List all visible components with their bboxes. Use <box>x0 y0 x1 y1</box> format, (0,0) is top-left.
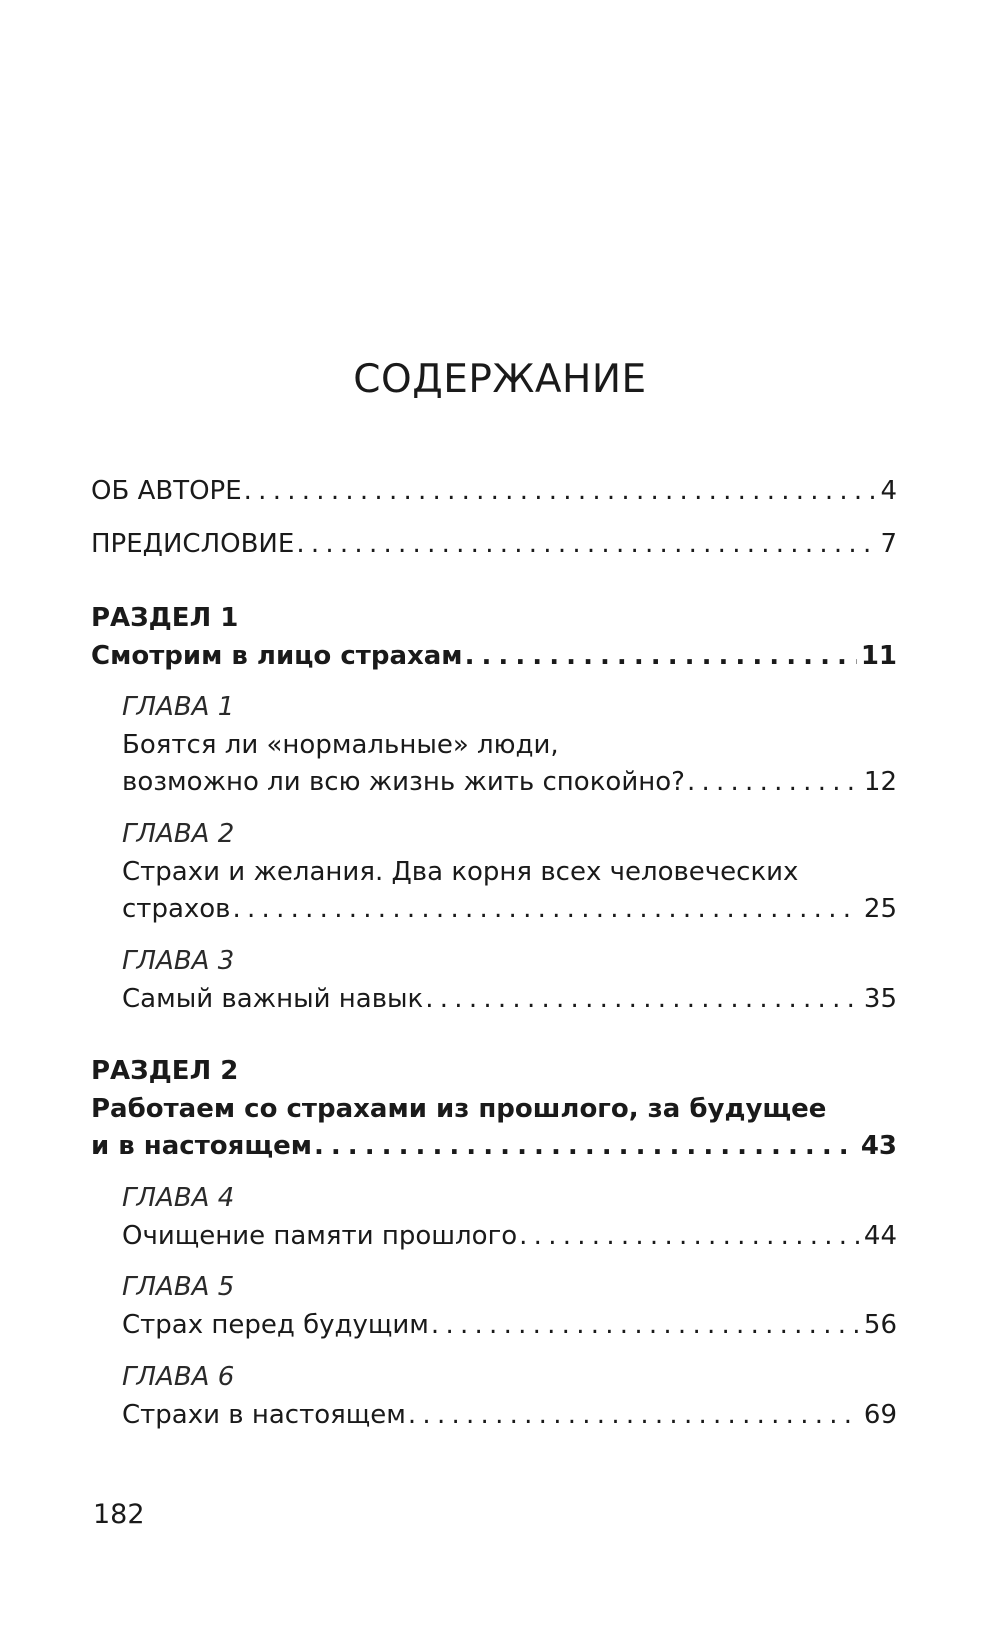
toc-entry-label: Самый важный навык <box>122 984 424 1014</box>
toc-entry-label: страхов <box>122 894 231 924</box>
dot-leader <box>465 640 857 672</box>
chapter-1-title-line1: Боятся ли «нормальные» люди, <box>122 730 559 760</box>
dot-leader <box>431 1309 860 1341</box>
toc-page-number: 35 <box>863 984 897 1014</box>
toc-page-number: 69 <box>863 1400 897 1430</box>
chapter-3-label: ГЛАВА 3 <box>122 946 235 976</box>
chapter-1-label: ГЛАВА 1 <box>122 692 235 722</box>
toc-entry-label: Очищение памяти прошлого <box>122 1221 518 1251</box>
dot-leader <box>687 766 860 798</box>
toc-page-number: 7 <box>880 529 897 559</box>
chapter-2-title-line1: Страхи и желания. Два корня всех человеческих <box>122 857 799 887</box>
section-2-label: РАЗДЕЛ 2 <box>91 1056 239 1086</box>
toc-page-number: 44 <box>863 1221 897 1251</box>
toc-entry-label: Страхи в настоящем <box>122 1400 406 1430</box>
toc-entry-preface[interactable] <box>91 528 897 560</box>
toc-entry-chapter-6[interactable] <box>122 1399 897 1431</box>
toc-entry-label: возможно ли всю жизнь жить спокойно? <box>122 767 685 797</box>
section-1-label: РАЗДЕЛ 1 <box>91 603 239 633</box>
toc-page-number: 56 <box>863 1310 897 1340</box>
toc-entry-label: Смотрим в лицо страхам <box>91 641 463 671</box>
toc-entry-chapter-5[interactable] <box>122 1309 897 1341</box>
toc-entry-label: ПРЕДИСЛОВИЕ <box>91 529 295 559</box>
toc-entry-label: ОБ АВТОРЕ <box>91 476 242 506</box>
chapter-4-label: ГЛАВА 4 <box>122 1183 235 1213</box>
toc-entry-about[interactable] <box>91 475 897 507</box>
toc-entry-section-1[interactable] <box>91 640 897 672</box>
toc-entry-chapter-2[interactable] <box>122 893 897 925</box>
toc-page-number: 25 <box>863 894 897 924</box>
chapter-2-label: ГЛАВА 2 <box>122 819 235 849</box>
dot-leader <box>425 983 860 1015</box>
page-number: 182 <box>93 1499 145 1530</box>
toc-entry-chapter-4[interactable] <box>122 1220 897 1252</box>
toc-entry-chapter-1[interactable] <box>122 766 897 798</box>
dot-leader <box>244 475 877 507</box>
dot-leader <box>314 1130 857 1162</box>
chapter-6-label: ГЛАВА 6 <box>122 1362 235 1392</box>
toc-page-number: 43 <box>860 1131 897 1161</box>
toc-page-number: 4 <box>880 476 897 506</box>
dot-leader <box>296 528 876 560</box>
dot-leader <box>233 893 860 925</box>
dot-leader <box>519 1220 860 1252</box>
toc-entry-label: Страх перед будущим <box>122 1310 429 1340</box>
page-title: СОДЕРЖАНИЕ <box>353 357 647 402</box>
toc-entry-section-2[interactable] <box>91 1130 897 1162</box>
toc-page-number: 12 <box>863 767 897 797</box>
section-2-title-line1: Работаем со страхами из прошлого, за будущее <box>91 1094 827 1124</box>
chapter-5-label: ГЛАВА 5 <box>122 1272 235 1302</box>
dot-leader <box>408 1399 860 1431</box>
toc-entry-chapter-3[interactable] <box>122 983 897 1015</box>
toc-page-number: 11 <box>860 641 897 671</box>
toc-entry-label: и в настоящем <box>91 1131 312 1161</box>
